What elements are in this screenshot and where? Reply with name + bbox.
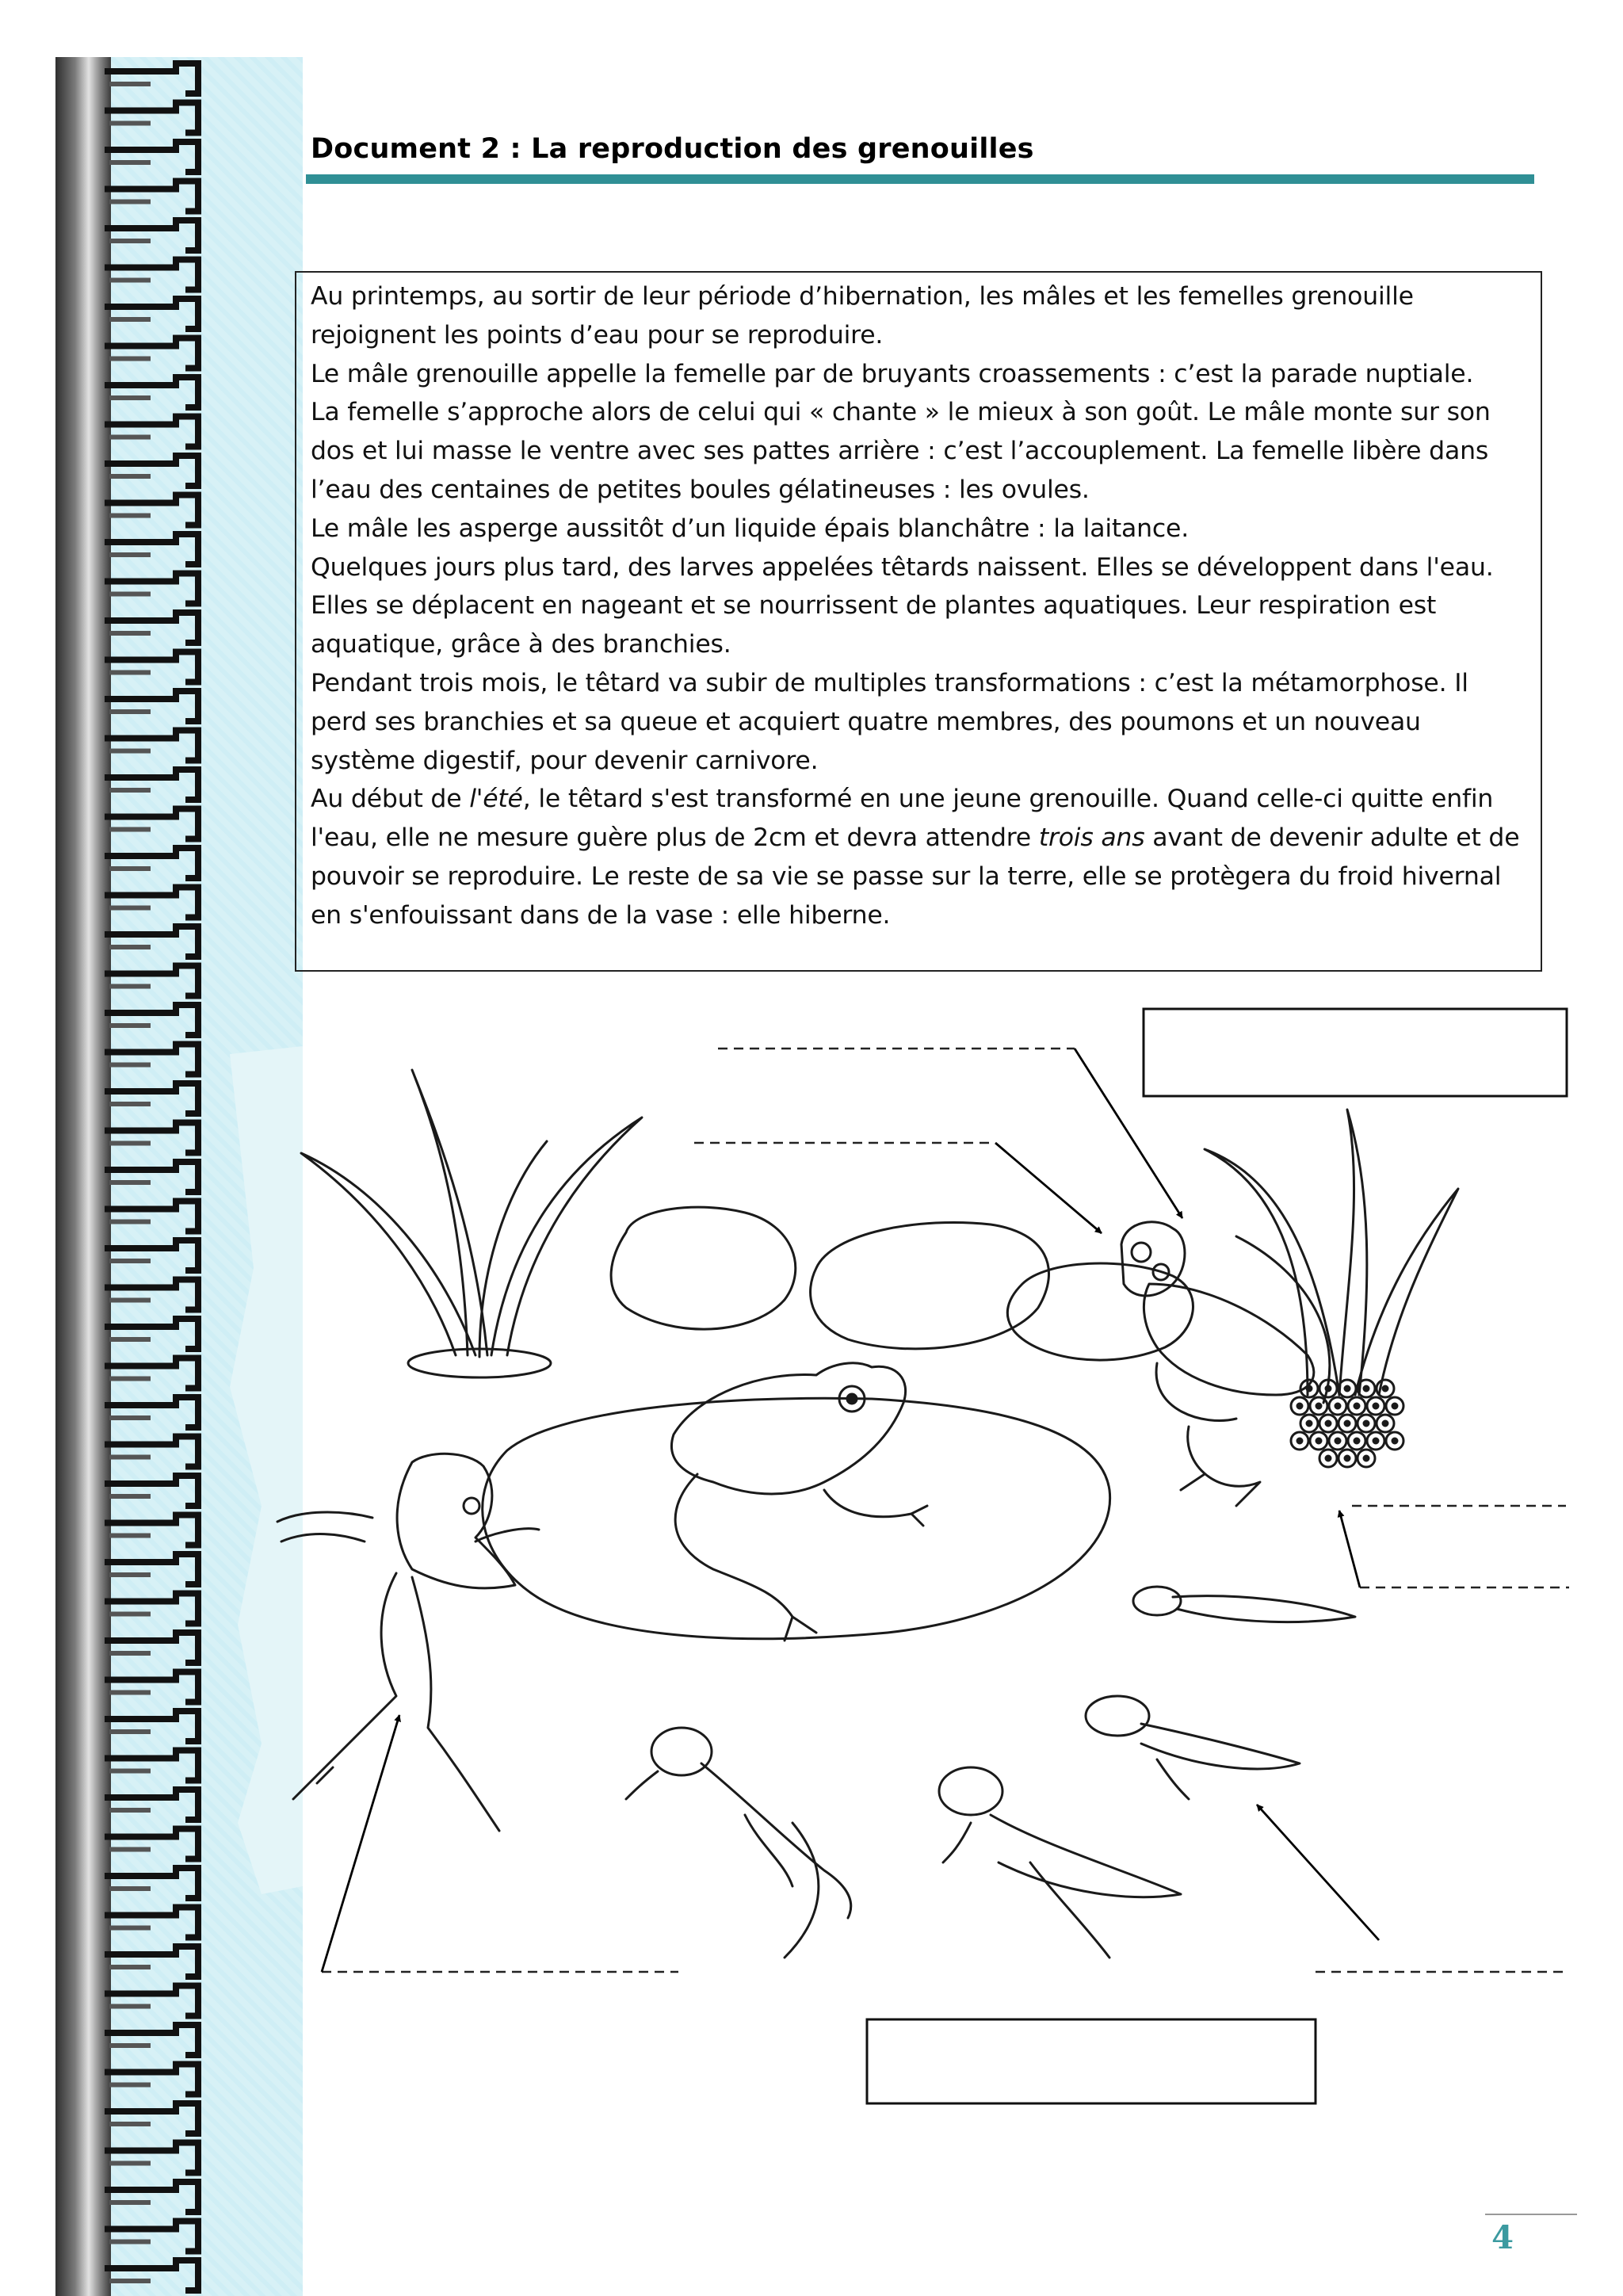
frog-egg-nucleus <box>1364 1456 1369 1461</box>
frog-egg <box>1291 1432 1308 1450</box>
binding-ring <box>105 495 198 525</box>
paragraph-tadpoles: Quelques jours plus tard, des larves appelées têtards naissent. Elles se développent dans l'eau. Elles se déplacent en nageant et se nourrissent de plantes aquatiques. Leur respiration est aquatique, grâce à des branchies. <box>311 552 1494 659</box>
froglet <box>626 1728 851 1958</box>
binding-ring <box>105 809 198 839</box>
binding-ring <box>105 1201 198 1232</box>
binding-ring <box>105 1397 198 1427</box>
binding-ring <box>105 1751 198 1781</box>
document-title: Document 2 : La reproduction des grenouilles <box>311 133 1034 165</box>
binding-ring <box>105 1908 198 1938</box>
binding-ring <box>105 652 198 682</box>
binding-ring <box>105 456 198 486</box>
binding-ring <box>105 1790 198 1820</box>
frog-egg-nucleus <box>1364 1386 1369 1391</box>
frog-egg-nucleus <box>1383 1386 1388 1391</box>
frog-egg-nucleus <box>1326 1386 1331 1391</box>
frog-egg-nucleus <box>1316 1438 1321 1443</box>
frog-egg-nucleus <box>1345 1421 1350 1426</box>
binding-ring <box>105 770 198 800</box>
tadpole-with-hind-legs <box>1086 1696 1300 1799</box>
binding-ring <box>105 2103 198 2134</box>
frog-egg <box>1358 1415 1375 1432</box>
binding-ring <box>105 1045 198 1075</box>
binding-ring <box>105 2182 198 2212</box>
paragraph-mating: La femelle s’approche alors de celui qui « chante » le mieux à son goût. Le mâle monte sur son dos et lui masse le ventre avec ses pattes arrière : c’est l’accouplement. La femelle libère dans l’eau des centaines de petites boules gélatineuses : les ovules. <box>311 398 1491 504</box>
frog-egg-nucleus <box>1373 1404 1378 1408</box>
tadpole-with-gills <box>1133 1587 1355 1622</box>
binding-ring <box>105 574 198 604</box>
binding-ring <box>105 1162 198 1192</box>
frog-egg-nucleus <box>1364 1421 1369 1426</box>
binding-ring <box>105 2025 198 2055</box>
frog-egg-nucleus <box>1297 1438 1302 1443</box>
frog-egg <box>1291 1397 1308 1415</box>
frog-egg-nucleus <box>1326 1456 1331 1461</box>
paragraph-metamorphosis: Pendant trois mois, le têtard va subir de multiples transformations : c’est la métamorphose. Il perd ses branchies et sa queue et acquiert quatre membres, des poumons et un nouveau système digestif, pour devenir carnivore. <box>311 668 1468 775</box>
frog-egg-nucleus <box>1383 1421 1388 1426</box>
frog-egg-nucleus <box>1316 1404 1321 1408</box>
frog-egg <box>1338 1415 1356 1432</box>
frog-egg-nucleus <box>1307 1421 1312 1426</box>
italic-three-years: trois ans <box>1038 823 1145 853</box>
frog-egg-nucleus <box>1335 1438 1340 1443</box>
frog-egg <box>1358 1450 1375 1467</box>
binding-ring <box>105 1946 198 1977</box>
paragraph-spring: Au printemps, au sortir de leur période d’hibernation, les mâles et les femelles grenouille rejoignent les points d’eau pour se reproduire. <box>311 282 1414 350</box>
binding-ring <box>105 1594 198 1624</box>
binding-ring <box>105 1672 198 1702</box>
frog-egg-nucleus <box>1354 1404 1359 1408</box>
binding-ring <box>105 417 198 447</box>
binding-ring <box>105 1633 198 1663</box>
binding-ring <box>105 220 198 250</box>
binding-ring <box>105 1515 198 1545</box>
frog-egg <box>1348 1432 1365 1450</box>
lily-pads <box>277 1207 1193 1639</box>
binding-ring <box>105 1868 198 1898</box>
frog-egg <box>1319 1380 1337 1397</box>
binding-ring <box>105 103 198 133</box>
binding-ring <box>105 1005 198 1035</box>
binding-ring <box>105 181 198 212</box>
mating-frogs <box>1121 1222 1314 1506</box>
frog-egg-nucleus <box>1326 1421 1331 1426</box>
frog-egg-nucleus <box>1345 1456 1350 1461</box>
binding-ring <box>105 888 198 918</box>
frog-egg <box>1319 1450 1337 1467</box>
frog-egg <box>1377 1380 1394 1397</box>
binding-ring <box>105 1358 198 1389</box>
binding-ring <box>105 2222 198 2252</box>
answer-box-top-right[interactable] <box>1144 1009 1567 1096</box>
text-segment: , le têtard s'est transformé en une jeune grenouille. Quand celle-ci quitte enfin l'eau, elle ne mesure guère plus de 2cm et devra attendre <box>311 785 1494 853</box>
binding-ring <box>105 142 198 172</box>
frog-egg-nucleus <box>1354 1438 1359 1443</box>
frog-egg-nucleus <box>1297 1404 1302 1408</box>
frog-egg <box>1338 1380 1356 1397</box>
arrow-to-female-frog <box>995 1143 1102 1233</box>
binding-ring <box>105 1437 198 1467</box>
tadpole-with-four-legs <box>939 1767 1181 1958</box>
binding-ring <box>105 1476 198 1506</box>
frog-egg <box>1300 1380 1318 1397</box>
frog-on-lily-pad <box>671 1363 927 1641</box>
binding-rings <box>103 57 262 2296</box>
binding-ring <box>105 848 198 878</box>
binding-ring <box>105 534 198 564</box>
binding-ring <box>105 1319 198 1349</box>
frog-egg <box>1329 1397 1346 1415</box>
paragraph-mating-call: Le mâle grenouille appelle la femelle par de bruyants croassements : c’est la parade nuptiale. <box>311 359 1474 388</box>
binding-ring <box>105 1829 198 1859</box>
paragraph-young-frog <box>311 780 1528 934</box>
page-number-rule <box>1485 2214 1577 2215</box>
binding-ring <box>105 1123 198 1153</box>
frog-egg <box>1386 1432 1403 1450</box>
reeds-left <box>301 1070 642 1377</box>
frog-egg <box>1329 1432 1346 1450</box>
frog-egg <box>1310 1432 1327 1450</box>
reeds-right <box>1205 1110 1458 1403</box>
frog-egg-nucleus <box>1335 1404 1340 1408</box>
arrow-to-tadpole <box>1257 1805 1379 1940</box>
frog-egg-nucleus <box>1392 1438 1397 1443</box>
adult-frog-jumping <box>293 1454 539 1831</box>
frog-egg <box>1300 1415 1318 1432</box>
text-box <box>295 271 1542 972</box>
title-underline <box>306 174 1534 184</box>
frog-egg-nucleus <box>1392 1404 1397 1408</box>
arrow-to-adult-frog <box>322 1715 399 1972</box>
frog-egg <box>1319 1415 1337 1432</box>
frog-egg-nucleus <box>1373 1438 1378 1443</box>
binding-ring <box>105 260 198 290</box>
spiral-binding <box>55 57 303 2296</box>
binding-ring <box>105 1711 198 1741</box>
frog-egg <box>1367 1432 1384 1450</box>
frog-egg <box>1310 1397 1327 1415</box>
frog-eggs <box>1291 1380 1403 1467</box>
frog-egg <box>1338 1450 1356 1467</box>
frog-egg-nucleus <box>1345 1386 1350 1391</box>
paragraph-fertilization: Le mâle les asperge aussitôt d’un liquide épais blanchâtre : la laitance. <box>311 514 1190 543</box>
frog-egg <box>1367 1397 1384 1415</box>
frog-egg-nucleus <box>1307 1386 1312 1391</box>
binding-ring <box>105 299 198 329</box>
arrow-to-eggs <box>1339 1511 1360 1587</box>
binding-ring <box>105 377 198 407</box>
binding-ring <box>105 1280 198 1310</box>
binding-ring <box>105 338 198 369</box>
page-number: 4 <box>1491 2219 1514 2256</box>
frog-egg <box>1386 1397 1403 1415</box>
frog-egg <box>1358 1380 1375 1397</box>
text-segment: avant de devenir adulte et de pouvoir se reproduire. Le reste de sa vie se passe sur la terre, elle se protègera du froid hivernal en s'enfouissant dans de la vase : elle hiberne. <box>311 823 1520 930</box>
italic-summer: l'été <box>469 785 523 814</box>
binding-ring <box>105 1083 198 1114</box>
frog-egg <box>1377 1415 1394 1432</box>
binding-ring <box>105 2143 198 2173</box>
binding-ring <box>105 2065 198 2095</box>
binding-ring <box>105 613 198 643</box>
binding-ring <box>105 2260 198 2290</box>
binding-ring <box>105 966 198 996</box>
binding-ring <box>105 926 198 957</box>
binding-ring <box>105 63 198 94</box>
binding-ring <box>105 691 198 721</box>
answer-box-bottom[interactable] <box>867 2019 1316 2103</box>
binding-ring <box>105 1986 198 2016</box>
binding-ring <box>105 1240 198 1270</box>
frog-egg <box>1348 1397 1365 1415</box>
binding-ring <box>105 731 198 761</box>
binding-ring <box>105 1554 198 1584</box>
text-segment: Au début de <box>311 785 470 814</box>
